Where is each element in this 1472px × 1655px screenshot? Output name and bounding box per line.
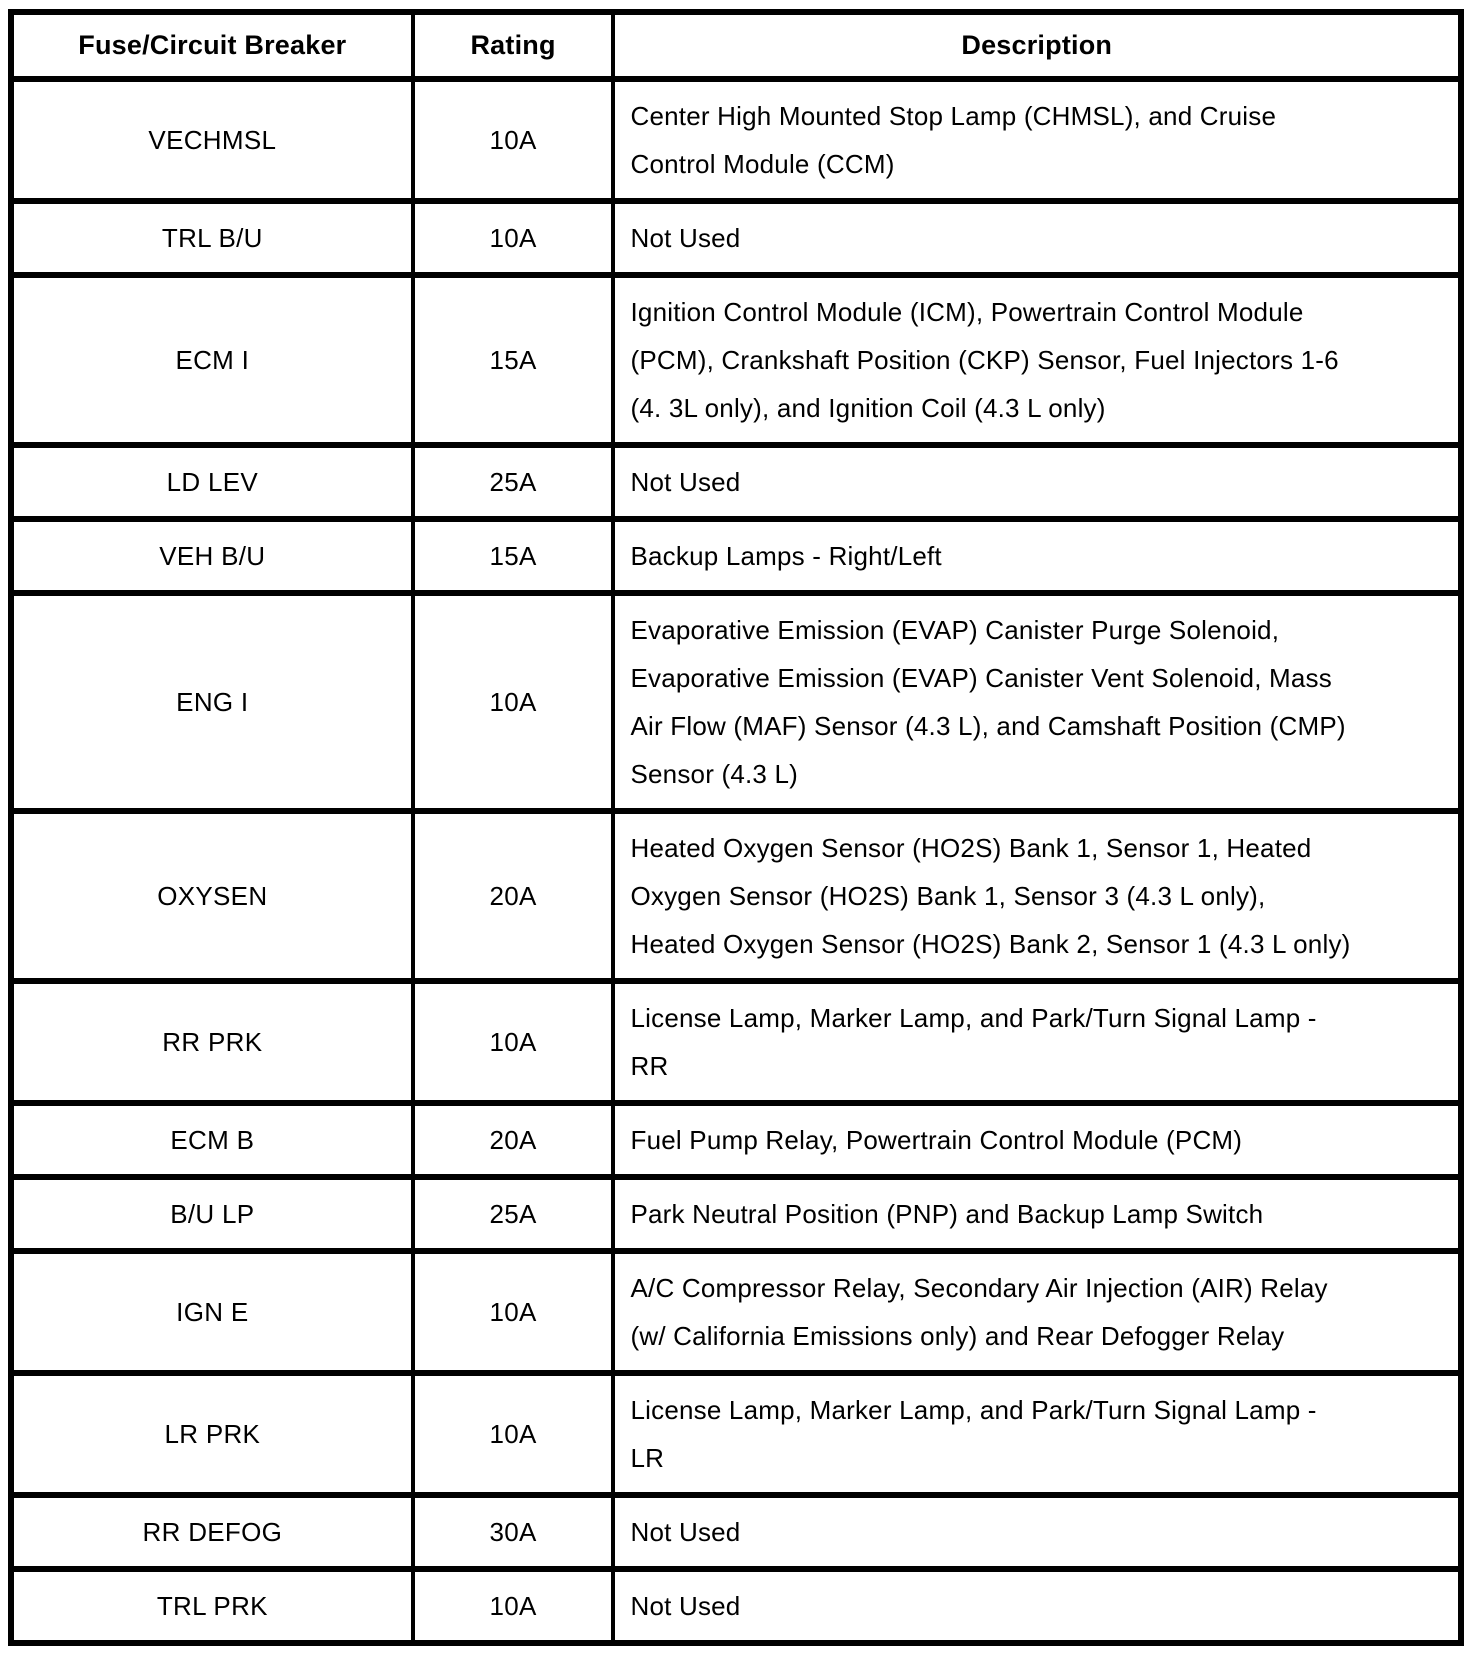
rating-cell: 10A xyxy=(413,1251,614,1373)
description-line: Air Flow (MAF) Sensor (4.3 L), and Camshaft Position (CMP) xyxy=(630,711,1346,741)
fuse-name-cell: B/U LP xyxy=(11,1177,413,1251)
description-line: Not Used xyxy=(630,1591,741,1621)
description-cell xyxy=(613,981,1461,1103)
table-row xyxy=(11,1495,1461,1569)
table-body xyxy=(11,79,1461,1643)
description-line: Heated Oxygen Sensor (HO2S) Bank 1, Sensor 1, Heated xyxy=(630,833,1312,863)
description-cell xyxy=(613,445,1461,519)
description-line: Control Module (CCM) xyxy=(630,149,895,179)
description-line: Evaporative Emission (EVAP) Canister Purge Solenoid, xyxy=(630,615,1280,645)
description-line: LR xyxy=(630,1443,665,1473)
table-row xyxy=(11,1103,1461,1177)
description-cell xyxy=(613,811,1461,981)
description-line: License Lamp, Marker Lamp, and Park/Turn Signal Lamp - xyxy=(630,1003,1317,1033)
description-line: Not Used xyxy=(630,467,741,497)
description-cell xyxy=(613,1495,1461,1569)
description-cell xyxy=(613,593,1461,811)
description-cell xyxy=(613,1177,1461,1251)
table-row xyxy=(11,1177,1461,1251)
rating-cell: 25A xyxy=(413,445,614,519)
description-cell xyxy=(613,201,1461,275)
rating-cell: 30A xyxy=(413,1495,614,1569)
header-rating: Rating xyxy=(413,12,614,79)
fuse-name-cell: ECM I xyxy=(11,275,413,445)
rating-cell: 10A xyxy=(413,79,614,201)
table-row xyxy=(11,811,1461,981)
description-line: Sensor (4.3 L) xyxy=(630,759,799,789)
rating-cell: 10A xyxy=(413,201,614,275)
header-description: Description xyxy=(613,12,1461,79)
description-line: Park Neutral Position (PNP) and Backup Lamp Switch xyxy=(630,1199,1264,1229)
description-cell xyxy=(613,1569,1461,1643)
fuse-circuit-breaker-table xyxy=(8,9,1464,1646)
header-fuse-circuit-breaker: Fuse/Circuit Breaker xyxy=(11,12,413,79)
description-cell xyxy=(613,1103,1461,1177)
table-row xyxy=(11,79,1461,201)
rating-cell: 25A xyxy=(413,1177,614,1251)
rating-cell: 10A xyxy=(413,981,614,1103)
description-cell xyxy=(613,79,1461,201)
fuse-name-cell: IGN E xyxy=(11,1251,413,1373)
fuse-name-cell: VEH B/U xyxy=(11,519,413,593)
description-cell xyxy=(613,1251,1461,1373)
rating-cell: 20A xyxy=(413,811,614,981)
description-line: Fuel Pump Relay, Powertrain Control Module (PCM) xyxy=(630,1125,1243,1155)
table-row xyxy=(11,981,1461,1103)
description-cell xyxy=(613,275,1461,445)
fuse-name-cell: VECHMSL xyxy=(11,79,413,201)
rating-cell: 15A xyxy=(413,519,614,593)
fuse-name-cell: TRL B/U xyxy=(11,201,413,275)
fuse-name-cell: OXYSEN xyxy=(11,811,413,981)
table-row xyxy=(11,445,1461,519)
fuse-name-cell: RR DEFOG xyxy=(11,1495,413,1569)
table-row xyxy=(11,201,1461,275)
fuse-name-cell: TRL PRK xyxy=(11,1569,413,1643)
fuse-name-cell: LD LEV xyxy=(11,445,413,519)
description-cell xyxy=(613,1373,1461,1495)
header-row xyxy=(11,12,1461,79)
description-line: (4. 3L only), and Ignition Coil (4.3 L only) xyxy=(630,393,1106,423)
rating-cell: 10A xyxy=(413,1569,614,1643)
description-line: Evaporative Emission (EVAP) Canister Vent Solenoid, Mass xyxy=(630,663,1332,693)
description-line: Heated Oxygen Sensor (HO2S) Bank 2, Sensor 1 (4.3 L only) xyxy=(630,929,1351,959)
table-row xyxy=(11,519,1461,593)
fuse-name-cell: ENG I xyxy=(11,593,413,811)
rating-cell: 10A xyxy=(413,593,614,811)
description-line: A/C Compressor Relay, Secondary Air Injection (AIR) Relay xyxy=(630,1273,1328,1303)
rating-cell: 15A xyxy=(413,275,614,445)
rating-cell: 20A xyxy=(413,1103,614,1177)
table-row xyxy=(11,1373,1461,1495)
description-line: Center High Mounted Stop Lamp (CHMSL), and Cruise xyxy=(630,101,1277,131)
fuse-name-cell: ECM B xyxy=(11,1103,413,1177)
description-line: License Lamp, Marker Lamp, and Park/Turn Signal Lamp - xyxy=(630,1395,1317,1425)
description-line: Backup Lamps - Right/Left xyxy=(630,541,942,571)
description-line: (PCM), Crankshaft Position (CKP) Sensor, Fuel Injectors 1-6 xyxy=(630,345,1339,375)
description-line: Not Used xyxy=(630,1517,741,1547)
table-row xyxy=(11,1569,1461,1643)
description-cell xyxy=(613,519,1461,593)
description-line: Ignition Control Module (ICM), Powertrain Control Module xyxy=(630,297,1304,327)
table-row xyxy=(11,275,1461,445)
description-line: (w/ California Emissions only) and Rear Defogger Relay xyxy=(630,1321,1285,1351)
table-row xyxy=(11,1251,1461,1373)
rating-cell: 10A xyxy=(413,1373,614,1495)
table-row xyxy=(11,593,1461,811)
description-line: Not Used xyxy=(630,223,741,253)
table-header xyxy=(11,12,1461,79)
description-line: RR xyxy=(630,1051,669,1081)
fuse-name-cell: LR PRK xyxy=(11,1373,413,1495)
description-line: Oxygen Sensor (HO2S) Bank 1, Sensor 3 (4.3 L only), xyxy=(630,881,1266,911)
fuse-name-cell: RR PRK xyxy=(11,981,413,1103)
